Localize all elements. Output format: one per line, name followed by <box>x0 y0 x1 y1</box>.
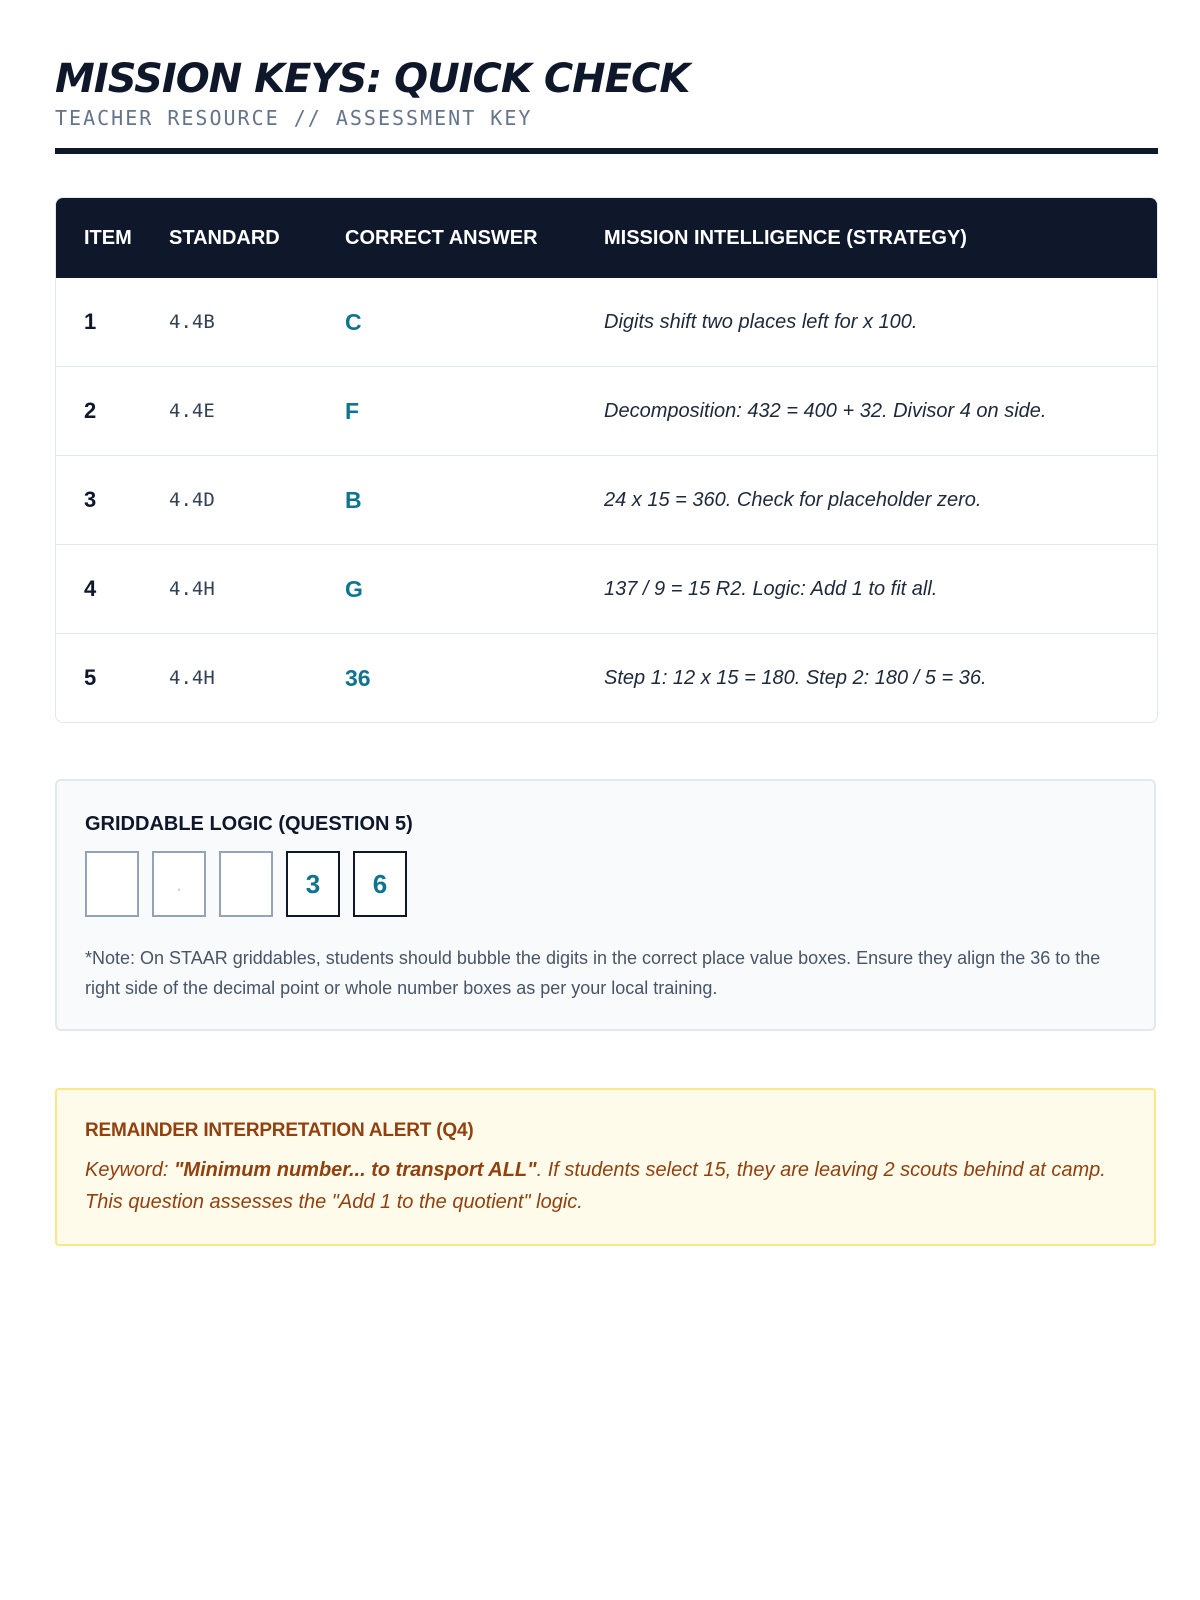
standard-code: 4.4D <box>169 489 215 511</box>
standard-code: 4.4B <box>169 311 215 333</box>
correct-answer: G <box>345 575 363 602</box>
item-number: 1 <box>84 309 97 334</box>
grid-box-digit: 6 <box>353 851 407 917</box>
table-row <box>56 455 1157 544</box>
alert-suffix: . If students select 15, they are leaving 2 scouts behind at camp. This question assesses the "Add 1 to the quotient" logic. <box>85 1159 1106 1213</box>
grid-box-digit: 3 <box>286 851 340 917</box>
item-number: 4 <box>84 576 97 601</box>
item-number: 2 <box>84 398 97 423</box>
item-number: 5 <box>84 665 97 690</box>
title-divider <box>55 148 1158 154</box>
table-body <box>56 278 1157 722</box>
griddable-note: *Note: On STAAR griddables, students should bubble the digits in the correct place value boxes. Ensure they align the 36 to the right side of the decimal point or whole number boxes as per your local training. <box>85 948 1101 998</box>
column-header-standard: STANDARD <box>169 226 280 249</box>
grid-box-empty <box>219 851 273 917</box>
table-row <box>56 633 1157 722</box>
strategy-text: Step 1: 12 x 15 = 180. Step 2: 180 / 5 = 36. <box>604 666 987 689</box>
page-title: MISSION KEYS: QUICK CHECK <box>55 56 690 102</box>
table-row <box>56 278 1157 366</box>
standard-code: 4.4H <box>169 578 215 600</box>
correct-answer: C <box>345 308 362 335</box>
alert-heading: REMAINDER INTERPRETATION ALERT (Q4) <box>85 1120 474 1141</box>
strategy-text: Decomposition: 432 = 400 + 32. Divisor 4 on side. <box>604 399 1047 422</box>
griddable-boxes <box>85 851 420 917</box>
standard-code: 4.4E <box>169 400 215 422</box>
column-header-strategy: MISSION INTELLIGENCE (STRATEGY) <box>604 226 967 249</box>
table-header <box>56 198 1157 278</box>
table-row <box>56 544 1157 633</box>
item-number: 3 <box>84 487 97 512</box>
table-row <box>56 366 1157 455</box>
alert-prefix: Keyword: <box>85 1159 174 1181</box>
alert-keyword: "Minimum number... to transport ALL" <box>173 1159 537 1181</box>
correct-answer: 36 <box>345 664 371 691</box>
strategy-text: 24 x 15 = 360. Check for placeholder zero. <box>604 488 982 511</box>
answer-key-table <box>55 197 1158 723</box>
grid-box-empty <box>85 851 139 917</box>
griddable-heading: GRIDDABLE LOGIC (QUESTION 5) <box>85 813 413 835</box>
strategy-text: 137 / 9 = 15 R2. Logic: Add 1 to fit all. <box>604 577 938 600</box>
remainder-alert <box>55 1088 1156 1246</box>
alert-body <box>85 1154 1115 1218</box>
grid-box-decimal: . <box>152 851 206 917</box>
strategy-text: Digits shift two places left for x 100. <box>604 310 918 333</box>
column-header-answer: CORRECT ANSWER <box>345 226 538 249</box>
correct-answer: F <box>345 397 360 424</box>
standard-code: 4.4H <box>169 667 215 689</box>
correct-answer: B <box>345 486 362 513</box>
column-header-item: ITEM <box>84 226 132 249</box>
page-subtitle: TEACHER RESOURCE // ASSESSMENT KEY <box>55 106 533 130</box>
griddable-logic-panel <box>55 779 1156 1031</box>
